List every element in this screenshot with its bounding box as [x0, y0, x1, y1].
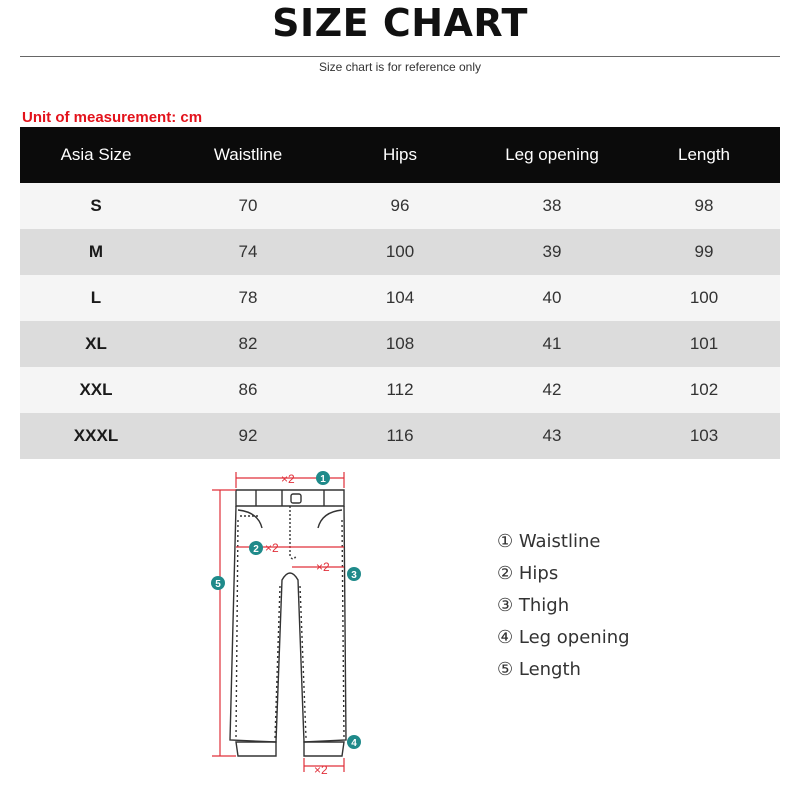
header-leg-opening: Leg opening — [505, 145, 599, 164]
header-asia-size: Asia Size — [60, 145, 132, 164]
table-header-row — [20, 127, 780, 183]
waistline-cell: 82 — [238, 334, 258, 353]
svg-text:5: 5 — [215, 579, 221, 590]
waistline-cell: 78 — [238, 288, 258, 307]
hips-cell: 100 — [385, 242, 415, 261]
legend-item-waistline: ① Waistline — [497, 531, 601, 552]
size-cell: L — [90, 288, 102, 307]
waistline-cell: 92 — [238, 426, 258, 445]
svg-text:×2: ×2 — [281, 472, 295, 486]
size-table — [20, 127, 780, 459]
pants-measurement-diagram — [200, 464, 370, 794]
leg-opening-cell: 40 — [542, 288, 562, 307]
length-cell: 103 — [689, 426, 719, 445]
measurement-legend — [497, 526, 630, 686]
hips-cell: 108 — [385, 334, 415, 353]
hips-cell: 116 — [386, 426, 414, 445]
pants-outline-icon — [230, 490, 346, 756]
legend-item-length: ⑤ Length — [497, 659, 581, 680]
table-row — [20, 275, 780, 321]
size-cell: XL — [85, 334, 107, 353]
waistline-cell: 86 — [238, 380, 258, 399]
header-length: Length — [678, 145, 730, 164]
hips-cell: 112 — [386, 380, 414, 399]
leg-opening-cell: 43 — [542, 426, 562, 445]
svg-text:3: 3 — [351, 570, 357, 581]
svg-text:×2: ×2 — [265, 541, 279, 555]
svg-text:1: 1 — [320, 474, 326, 485]
length-cell: 102 — [689, 380, 719, 399]
leg-opening-cell: 39 — [542, 242, 562, 261]
size-cell: XXXL — [73, 426, 119, 445]
length-cell: 101 — [689, 334, 719, 353]
header-waistline: Waistline — [213, 145, 283, 164]
waistline-cell: 74 — [238, 242, 258, 261]
length-cell: 100 — [689, 288, 719, 307]
table-row — [20, 183, 780, 229]
table-row — [20, 367, 780, 413]
legend-item-hips: ② Hips — [497, 563, 559, 584]
legend-item-leg-opening: ④ Leg opening — [497, 627, 630, 648]
subtitle: Size chart is for reference only — [318, 60, 482, 74]
table-row — [20, 229, 780, 275]
header-hips: Hips — [382, 145, 417, 164]
size-cell: XXL — [79, 380, 113, 399]
unit-note: Unit of measurement: cm — [22, 109, 203, 126]
length-cell: 98 — [694, 196, 714, 215]
svg-text:×2: ×2 — [316, 560, 330, 574]
size-cell: M — [88, 242, 104, 261]
hips-cell: 104 — [385, 288, 415, 307]
legend-item-thigh: ③ Thigh — [497, 595, 570, 616]
table-row — [20, 413, 780, 459]
svg-text:×2: ×2 — [314, 763, 328, 777]
svg-text:4: 4 — [351, 738, 357, 749]
leg-opening-cell: 41 — [542, 334, 562, 353]
svg-text:2: 2 — [253, 544, 259, 555]
leg-opening-cell: 42 — [542, 380, 562, 399]
leg-opening-cell: 38 — [542, 196, 562, 215]
size-cell: S — [90, 196, 102, 215]
waistline-cell: 70 — [238, 196, 258, 215]
table-row — [20, 321, 780, 367]
page-title: SIZE CHART — [272, 1, 528, 45]
length-cell: 99 — [694, 242, 714, 261]
title-divider — [20, 56, 780, 57]
hips-cell: 96 — [390, 196, 410, 215]
